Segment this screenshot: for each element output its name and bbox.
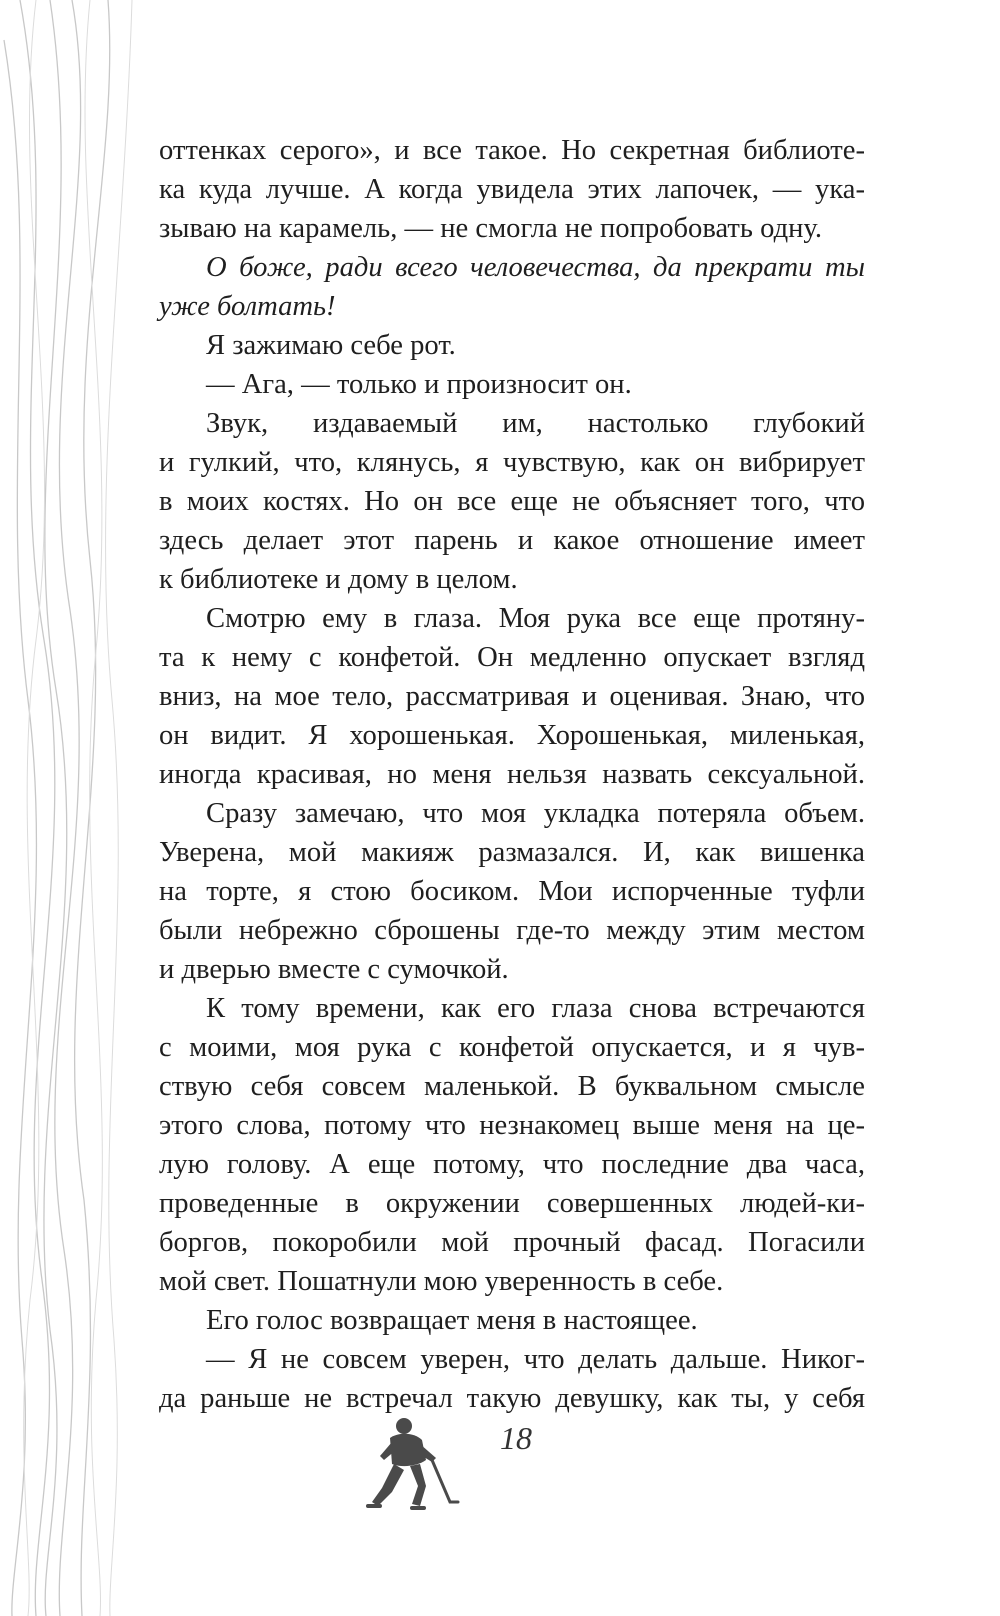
text-line: ствую себя совсем маленькой. В буквальном смысле xyxy=(159,1071,865,1102)
text-line: ка куда лучше. А когда увидела этих лапочек, — ука- xyxy=(159,174,865,205)
text-line: Сразу замечаю, что моя укладка потеряла объем. xyxy=(206,798,865,829)
text-line: вниз, на мое тело, рассматривая и оценивая. Знаю, что xyxy=(159,681,865,712)
text-line: с моими, моя рука с конфетой опускается, и я чув- xyxy=(159,1032,865,1063)
text-line: здесь делает этот парень и какое отношение имеет xyxy=(159,525,865,556)
text-line: Уверена, мой макияж размазался. И, как вишенка xyxy=(159,837,865,868)
text-line: иногда красивая, но меня нельзя назвать сексуальной. xyxy=(159,759,865,790)
text-line: — Ага, — только и произносит он. xyxy=(206,369,632,400)
text-line: проведенные в окружении совершенных людей-ки- xyxy=(159,1188,865,1219)
text-line: — Я не совсем уверен, что делать дальше. Никог- xyxy=(206,1344,865,1375)
text-line: он видит. Я хорошенькая. Хорошенькая, миленькая, xyxy=(159,720,865,751)
text-line: были небрежно сброшены где-то между этим местом xyxy=(159,915,865,946)
text-line: уже болтать! xyxy=(159,291,336,322)
text-line: мой свет. Пошатнули мою уверенность в себе. xyxy=(159,1266,724,1297)
text-line: Звук, издаваемый им, настолько глубокий xyxy=(206,408,865,439)
text-line: Я зажимаю себе рот. xyxy=(206,330,456,361)
text-line: К тому времени, как его глаза снова встречаются xyxy=(206,993,865,1024)
text-line: на торте, я стою босиком. Мои испорченные туфли xyxy=(159,876,865,907)
text-line: Его голос возвращает меня в настоящее. xyxy=(206,1305,698,1336)
text-line: да раньше не встречал такую девушку, как ты, у себя xyxy=(159,1383,865,1414)
text-line: боргов, покоробили мой прочный фасад. Погасили xyxy=(159,1227,865,1258)
text-line: О боже, ради всего человечества, да прекрати ты xyxy=(206,252,865,283)
text-line: зываю на карамель, — не смогла не попробовать одну. xyxy=(159,213,823,244)
page-number: 18 xyxy=(500,1420,532,1456)
text-line: оттенках серого», и все такое. Но секретная библиоте- xyxy=(159,135,865,166)
body-text xyxy=(159,131,865,1418)
text-line: этого слова, потому что незнакомец выше меня на це- xyxy=(159,1110,865,1141)
text-line: к библиотеке и дому в целом. xyxy=(159,564,518,595)
text-line: и дверью вместе с сумочкой. xyxy=(159,954,509,985)
text-line: лую голову. А еще потому, что последние два часа, xyxy=(159,1149,865,1180)
text-line: Смотрю ему в глаза. Моя рука все еще протяну- xyxy=(206,603,865,634)
text-line: та к нему с конфетой. Он медленно опускает взгляд xyxy=(159,642,865,673)
text-line: в моих костях. Но он все еще не объясняет того, что xyxy=(159,486,865,517)
text-line: и гулкий, что, клянусь, я чувствую, как он вибрирует xyxy=(159,447,865,478)
curved-lines-ornament xyxy=(0,0,140,1616)
hockey-player-icon xyxy=(352,1412,460,1520)
